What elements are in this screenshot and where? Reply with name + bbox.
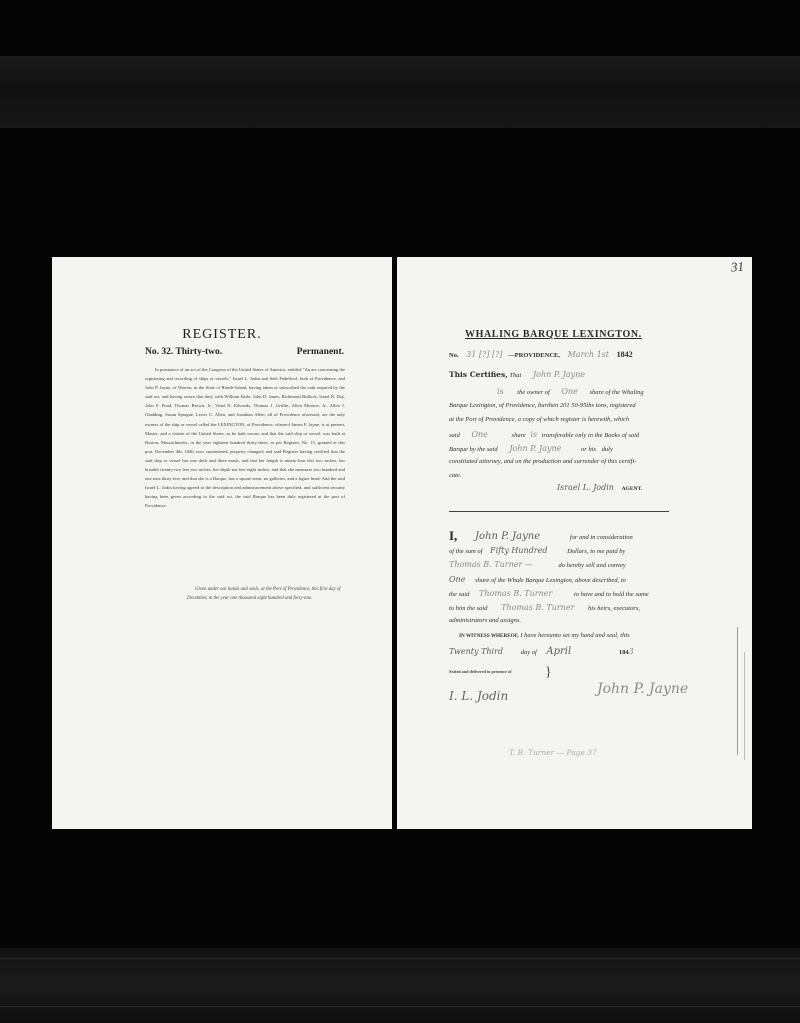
the-said-label: the said: [449, 591, 470, 598]
witness-text: I have hereunto set my hand and seal, this: [520, 632, 630, 639]
one2-handwritten: One: [471, 430, 488, 439]
witness-label: IN WITNESS WHEREOF,: [459, 633, 519, 639]
bottom-note: T. B. Turner — Page 37: [509, 748, 597, 757]
i-label: I,: [449, 528, 458, 543]
that-label: That: [509, 372, 522, 379]
or-his-label: or his: [581, 446, 597, 453]
certificate-number-row: [449, 350, 633, 359]
buyer-handwritten: Thomas B. Turner —: [449, 560, 533, 569]
agent-signature: Israel L. Jodin: [557, 483, 614, 492]
transferable-label: transferable only in the Books of said: [541, 432, 640, 439]
transfer-row-5: [449, 589, 649, 598]
consideration-label: for and in consideration: [569, 534, 633, 541]
barque-by-label: Barque by the said: [449, 446, 498, 453]
him-handwritten: Thomas B. Turner: [501, 603, 575, 612]
margin-mark: [737, 627, 738, 755]
to-have-label: to have and to hold the same: [573, 591, 649, 598]
dollars-label: Dollars, to me paid by: [567, 548, 626, 555]
transfer-row-6: [449, 603, 640, 612]
no-value-handwritten: 31 [?] [?]: [466, 350, 503, 359]
heirs-label: his heirs, executors,: [588, 605, 641, 612]
month-handwritten: April: [546, 646, 572, 657]
port-label: —PROVIDENCE,: [508, 352, 560, 359]
year2-handwritten: 3: [628, 647, 634, 656]
witness-row: [459, 632, 630, 639]
is-handwritten: is: [497, 387, 504, 396]
transfer-row-2: [449, 546, 625, 555]
agent-label: AGENT.: [621, 486, 643, 492]
day-of-label: day of: [520, 649, 537, 656]
date-row: [449, 646, 634, 657]
scanner-band-bottom: [0, 948, 800, 1023]
register-title: REGISTER.: [182, 327, 262, 342]
register-closing-text: Given under our hands and seals, at the Port of Providence, this first day of December, in the year one thousand eight hundred and forty-one.: [187, 587, 341, 601]
certificate-page: [397, 257, 752, 829]
register-body-text: In pursuance of an act of the Congress of the United States of America, entitled "An act concerning the registering and recording of ships or vessels," Israel L. Jodin and Seth Padelford, both of Providence, and John P. Jayne, of Warren, in the State of Rhode-Island, having taken or subscribed the oath required by the said act, and having sworn that they, with William Earle, John D. Jones, Richmond Bullock, Israel B. Day, John F. Pond, Thomas Brown, Jr., Vinal N. Edwards, Thomas J. Griffin, Allen Monroe, Jr., Allen J. Gladding, Susan Sprague, Lewis C. Allen, and Jonathan Allen, all of Providence aforesaid, are the only owners of the ship or vessel called the LEXINGTON, of Providence, whereof James P. Jayne, is at present, Master, and a citizen of the United States, as he hath sworn; and that the said ship or vessel, was built at Boston, Massachusetts, in the year eighteen hundred thirty-three, as per Register, No. 15, granted at this port, December 4th, 1840, now surrendered, property changed; and said Register having certified that the said ship or vessel has one deck and three masts, and that her length is ninety-four feet two inches, her breadth twenty-two feet two inches, her depth ten feet eight inches, and that she measures two hundred and one tons thirty feet, and that she is a Barque, has a square stern, no galleries, and a figure head: And the said Israel L. Jodin having agreed to the description and admeasurement above specified, and sufficient security having been given according to the said act, the said Barque has been duly registered at the port of Providence.: [145, 367, 345, 509]
register-page: [52, 257, 392, 829]
do-hereby-label: do hereby sell and convey: [558, 562, 626, 569]
scanner-band-top: [0, 56, 800, 128]
sealed-label: Sealed and delivered in presence of: [449, 669, 512, 674]
is2-handwritten: is: [530, 430, 538, 439]
page-number: 31: [730, 258, 745, 275]
year-label: 1842: [616, 350, 633, 359]
owner-row: [497, 387, 644, 396]
seller-handwritten: John P. Jayne: [475, 531, 541, 542]
cert-line-4: at the Port of Providence, a copy of which register is herewith, which: [449, 416, 630, 423]
by-handwritten: John P. Jayne: [509, 444, 562, 453]
seller-signature: John P. Jayne: [597, 681, 689, 697]
one3-handwritten: One: [449, 575, 466, 584]
transfer-row-3: [449, 560, 626, 569]
transfer-row-4: [449, 575, 626, 584]
cert-line-8: cate.: [449, 472, 462, 479]
share-label: share: [511, 432, 526, 439]
day-handwritten: Twenty Third: [449, 647, 504, 656]
register-number: No. 32. Thirty-two.: [145, 347, 223, 357]
share-whale-label: share of the Whale Barque Lexington, above described, to: [475, 577, 626, 584]
to-him-label: to him the said: [449, 605, 488, 612]
share-of-label: share of the Whaling: [589, 389, 644, 396]
certificate-title: WHALING BARQUE LEXINGTON.: [465, 329, 642, 340]
owner-handwritten: John P. Jayne: [532, 370, 586, 379]
said-label: said: [449, 432, 460, 439]
margin-mark: [744, 652, 745, 760]
section-divider: [449, 511, 669, 512]
brace-mark: }: [545, 665, 552, 680]
sum-handwritten: Fifty Hundred: [490, 546, 548, 555]
duly-label: duly: [601, 446, 613, 453]
transfer-row-7: administrators and assigns.: [449, 617, 522, 624]
certifies-label: This Certifies,: [449, 370, 508, 379]
certifies-row: [449, 370, 585, 379]
barque-by-row: [449, 444, 613, 453]
cert-line-3: Barque Lexington, of Providence, burthen 201 50-95ths tons, registered: [449, 402, 636, 409]
date-handwritten: March 1st: [567, 350, 609, 359]
register-status: Permanent.: [296, 347, 344, 357]
said-handwritten: Thomas B. Turner: [479, 589, 553, 598]
one-handwritten: One: [561, 387, 578, 396]
transfer-row-1: [475, 531, 633, 542]
witness-signature: I. L. Jodin: [449, 689, 509, 703]
cert-line-7: constituted attorney, and on the production and surrender of this certifi-: [449, 458, 637, 465]
agent-row: [557, 483, 642, 492]
year2-label: 184: [618, 649, 629, 656]
owner-of-label: the owner of: [517, 389, 550, 396]
sum-of-label: of the sum of: [449, 548, 483, 555]
no-label: No.: [449, 352, 459, 359]
transferable-row: [449, 430, 639, 439]
